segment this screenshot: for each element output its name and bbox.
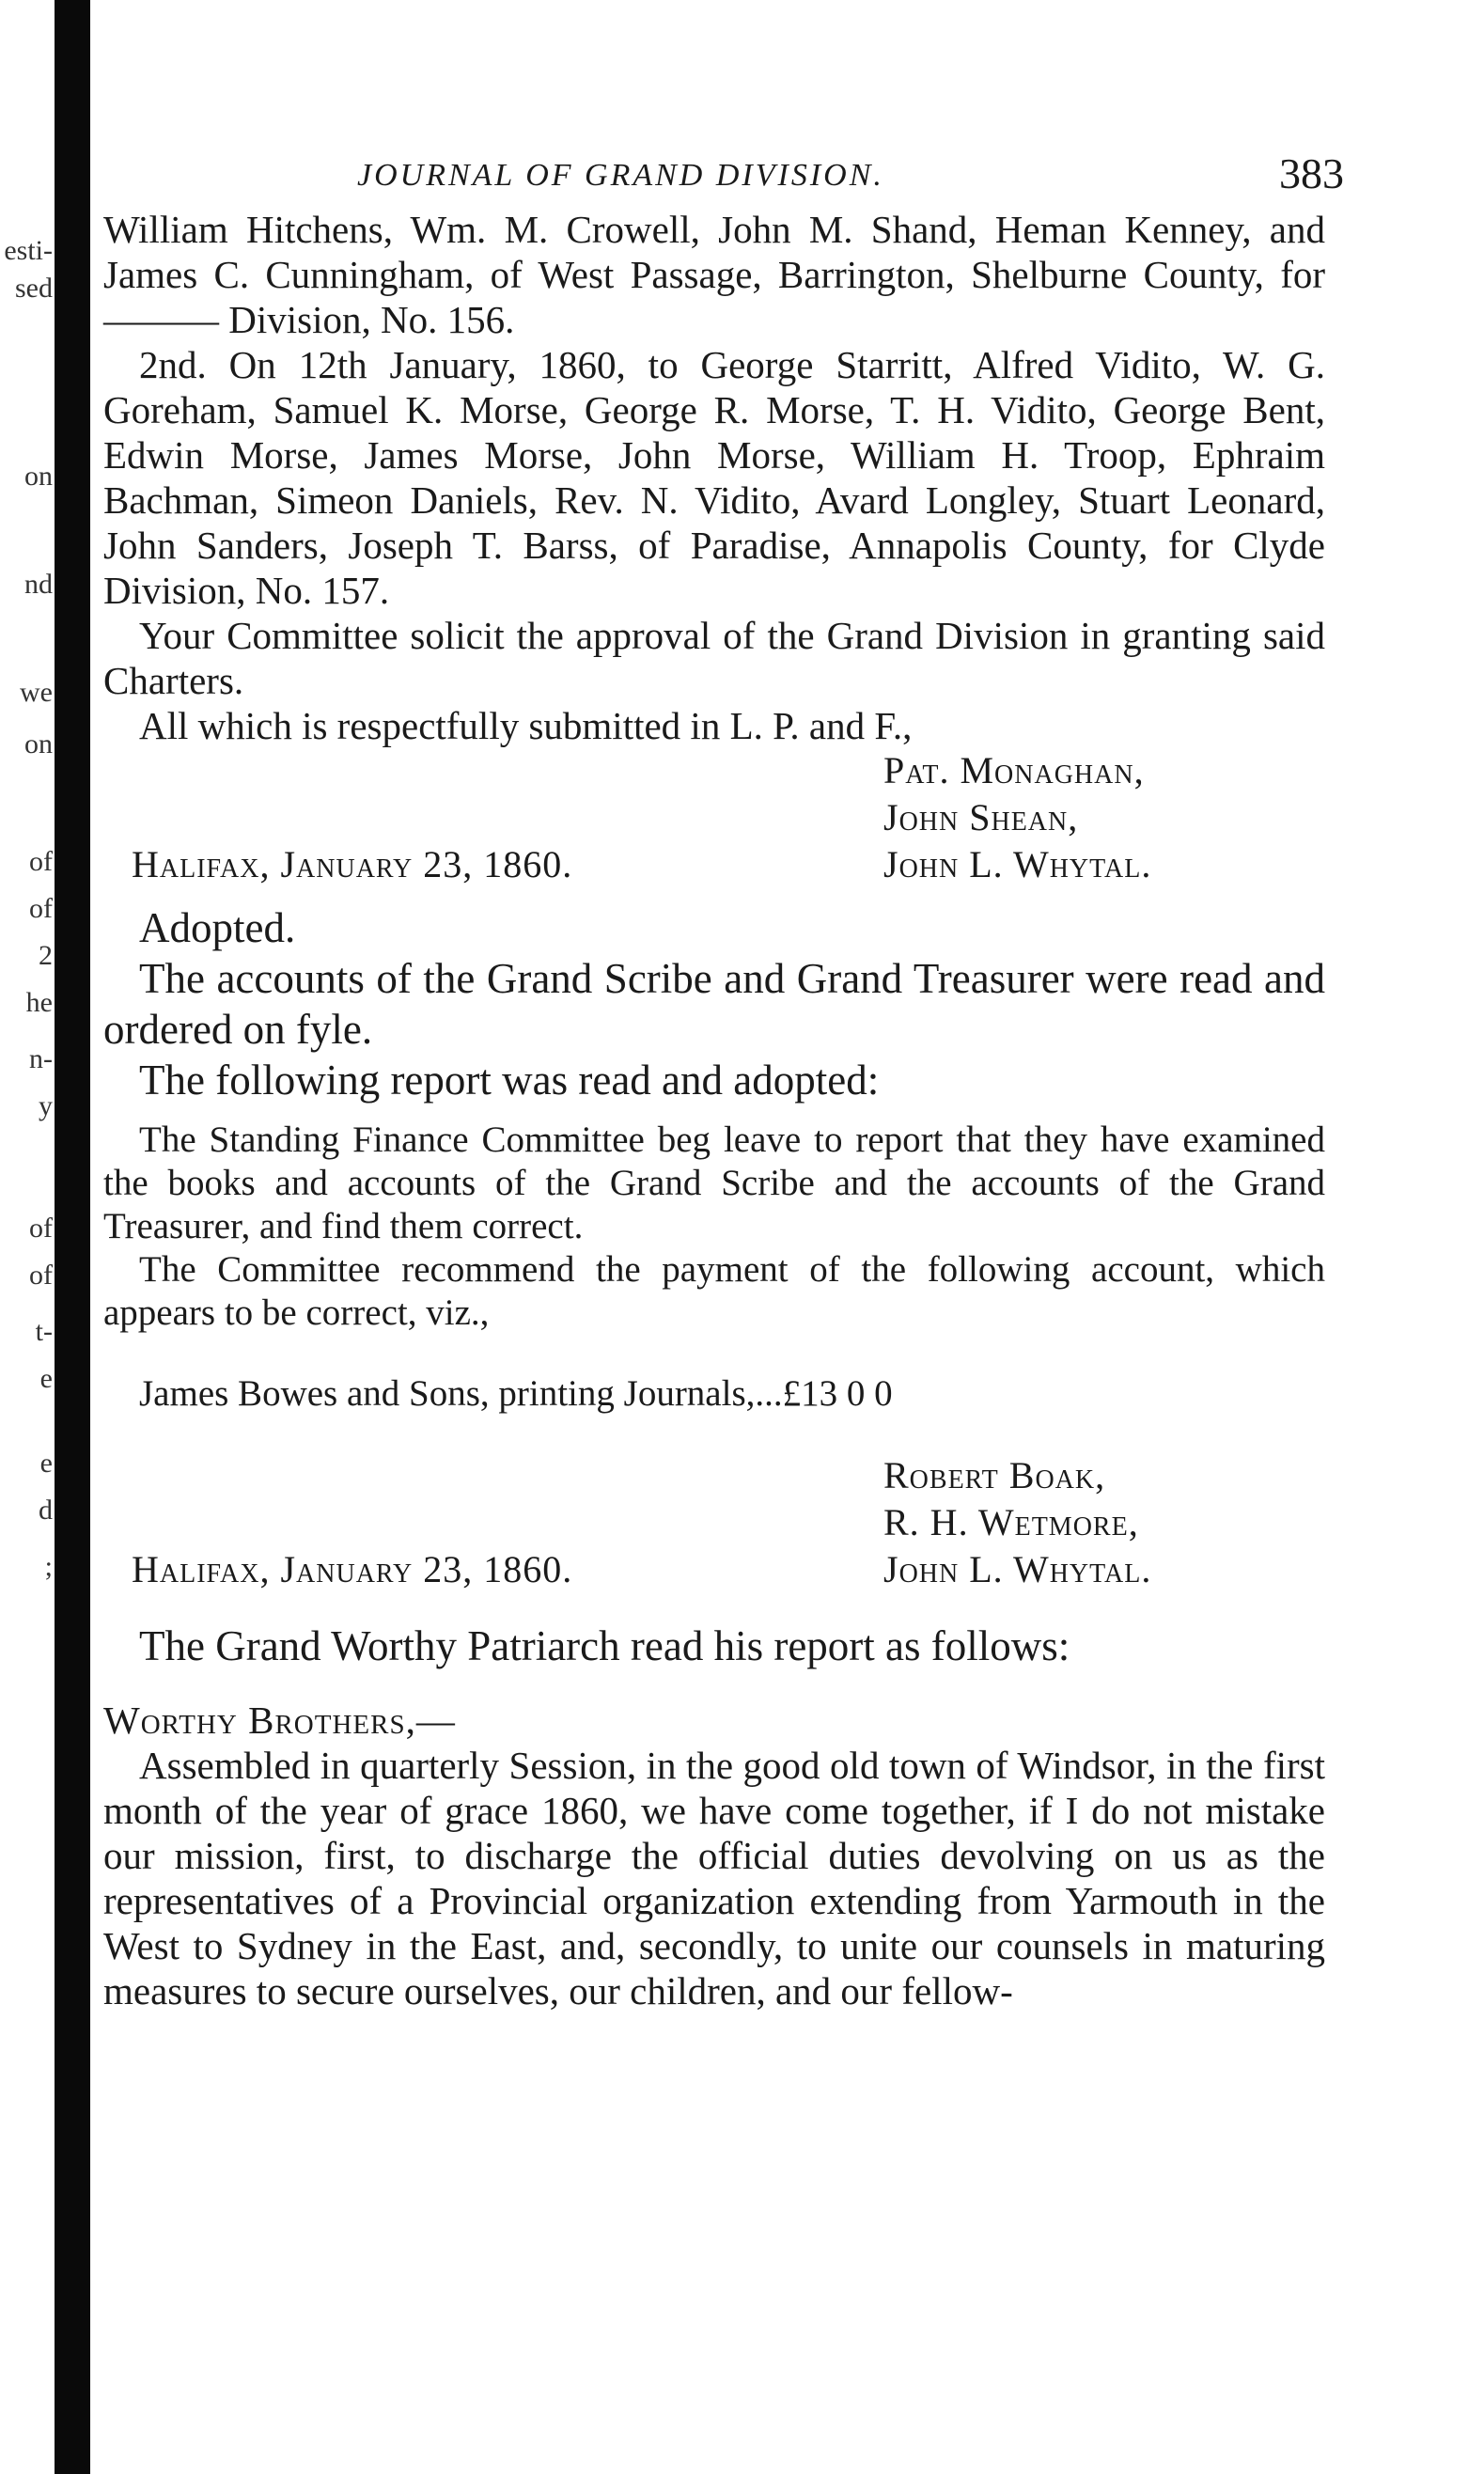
margin-fragment: of [29,1213,53,1244]
page-number: 383 [1279,149,1344,197]
margin-fragment: d [39,1495,53,1526]
margin-fragment: n- [29,1043,53,1074]
margin-fragment: e [39,1363,53,1394]
margin-fragment: sed [15,273,53,304]
margin-fragment: on [24,461,53,492]
accounts-paragraph: The accounts of the Grand Scribe and Grand Treasurer were read and ordered on fyle. [103,955,1325,1053]
signature-line: R. H. Wetmore, [883,1501,1139,1543]
margin-fragment: of [29,893,53,924]
margin-fragment: we [20,677,53,708]
paragraph-charters-157: 2nd. On 12th January, 1860, to George Starritt, Alfred Vidito, W. G. Goreham, Samuel K. Morse, George R. Morse, T. H. Vidito, George Bent, Edwin Morse, James Morse, John Morse, William H. Troop, Ephraim Bachman, Simeon Daniels, Rev. N. Vidito, Avard Longley, Stuart Leonard, John Sanders, Joseph T. Barss, of Paradise, Annapolis County, for Clyde Division, No. 157. [103,343,1325,612]
signature-line: Pat. Monaghan, [883,749,1145,791]
finance-report-paragraph: The Standing Finance Committee beg leave to report that they have examined the books and accounts of the Grand Scribe and the accounts of the Grand Treasurer, and find them correct. [103,1120,1325,1246]
paragraph-charters-156: William Hitchens, Wm. M. Crowell, John M. Shand, Heman Kenney, and James C. Cunningham, of West Passage, Barrington, Shelburne County, for ——— Division, No. 156. [103,208,1325,341]
finance-recommend-paragraph: The Committee recommend the payment of the following account, which appears to be correct, viz., [103,1249,1325,1333]
running-title: JOURNAL OF GRAND DIVISION. [357,158,884,193]
margin-fragment: e [39,1448,53,1479]
margin-fragment: of [29,1260,53,1291]
running-header [103,141,1344,207]
paragraph-submitted: All which is respectfully submitted in L. P. and F., [139,704,913,747]
signature-line: John L. Whytal. [883,843,1152,885]
signature-line: John Shean, [883,796,1079,838]
adopted-line: Adopted. [139,904,296,951]
signature-line: Robert Boak, [883,1454,1106,1496]
margin-fragment: y [39,1090,53,1121]
account-line: James Bowes and Sons, printing Journals,...£13 0 0 [139,1373,893,1414]
margin-fragment: he [25,987,53,1018]
gwp-report-intro: The Grand Worthy Patriarch read his report as follows: [139,1622,1070,1669]
margin-fragment: ; [44,1551,53,1582]
page [103,141,1344,2013]
margin-fragment: on [24,728,53,759]
salutation: Worthy Brothers,— [103,1699,456,1742]
place-date: Halifax, January 23, 1860. [132,1548,573,1590]
report-opening-paragraph: Assembled in quarterly Session, in the good old town of Windsor, in the first month of the year of grace 1860, we have come together, if I do not mistake our mission, first, to discharge the official duties devolving on us as the representatives of a Provincial organization extending from Yarmouth in the West to Sydney in the East, and, secondly, to unite our counsels in maturing measures to secure ourselves, our children, and our fellow- [103,1744,1325,2012]
margin-fragment: t- [35,1316,53,1347]
margin-fragment: esti- [4,235,53,266]
signature-block-2 [103,1453,1325,1594]
paragraph-committee-solicit: Your Committee solicit the approval of the Grand Division in granting said Charters. [103,614,1325,702]
signature-line: John L. Whytal. [883,1548,1152,1590]
margin-fragment: 2 [39,940,53,971]
margin-fragment: nd [24,569,53,600]
margin-fragment: of [29,846,53,877]
following-report-line: The following report was read and adopted: [139,1057,880,1104]
binding-shadow [55,0,90,2474]
place-date: Halifax, January 23, 1860. [132,843,573,885]
signature-block-1 [103,748,1325,889]
